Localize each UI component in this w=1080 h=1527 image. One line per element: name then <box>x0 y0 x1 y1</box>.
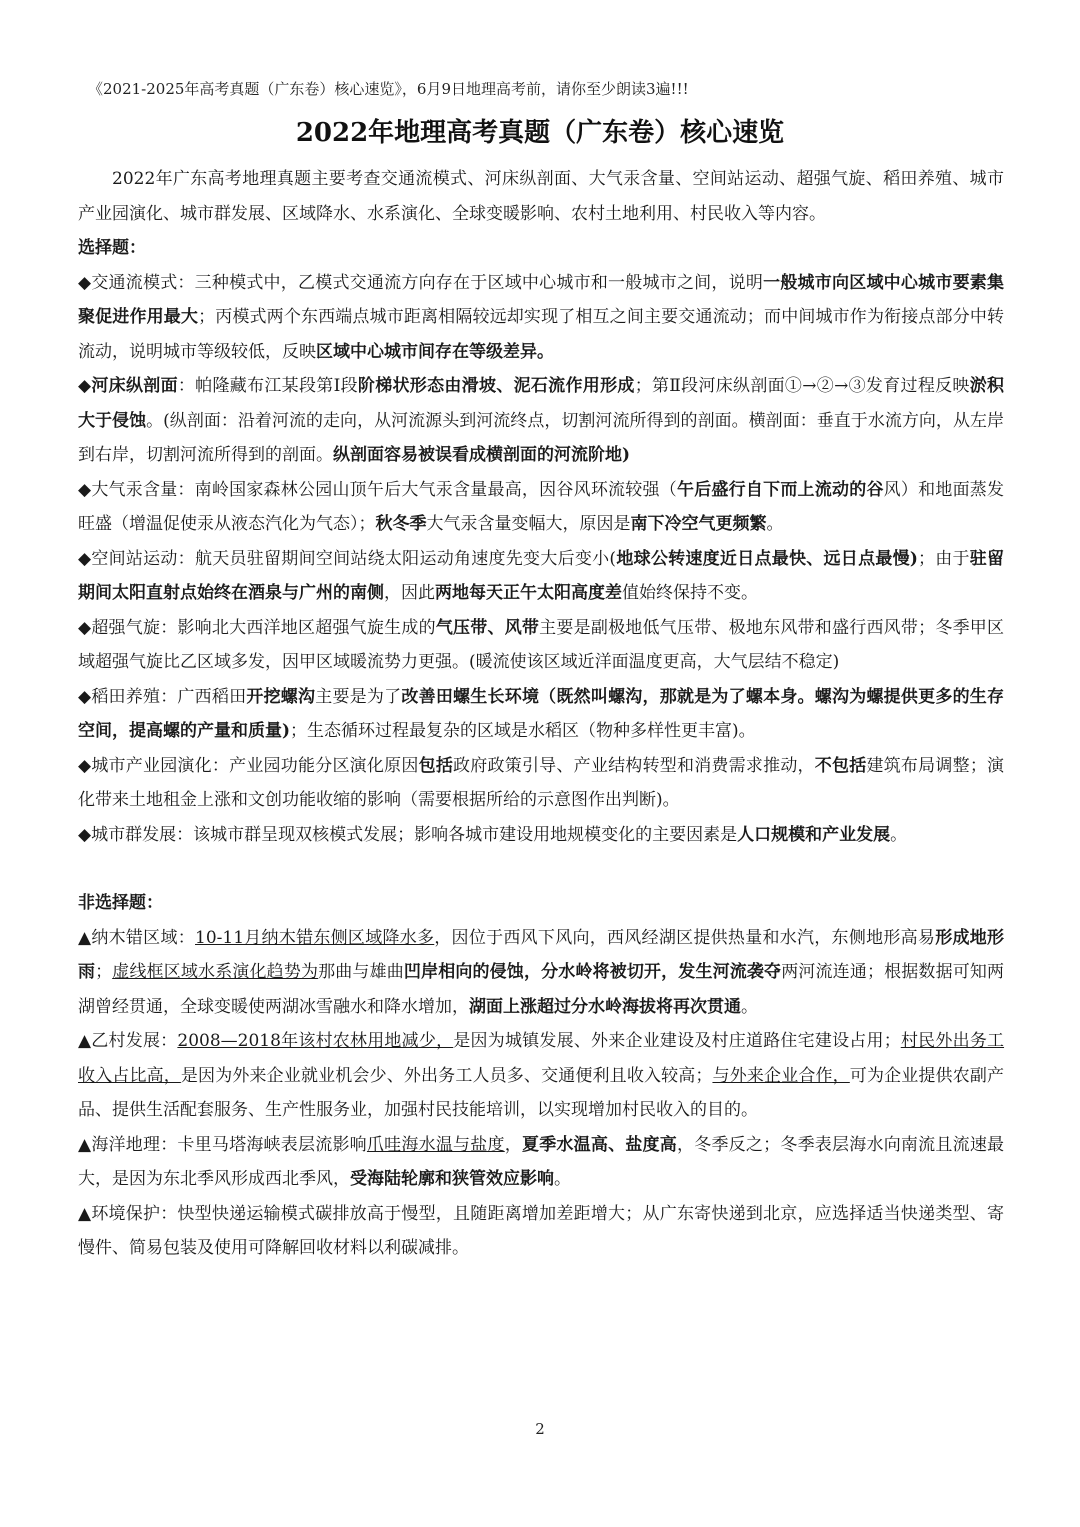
item-text: 。 <box>766 514 784 534</box>
bold-text: 气压带、风带 <box>435 617 540 638</box>
item-text: 海洋地理：卡里马塔海峡表层流影响 <box>91 1134 367 1155</box>
item-text: 超强气旋：影响北大西洋地区超强气旋生成的 <box>91 617 436 638</box>
bold-text: 阶梯状形态由滑坡、泥石流作用形成 <box>357 376 635 396</box>
bold-text: 午后盛行自下而上流动的谷 <box>676 479 884 500</box>
underlined-text: 虚线框区域水系演化趋势为 <box>112 962 319 982</box>
bullet-marker: ◆ <box>78 272 92 293</box>
item-text: ；生态循环过程最复杂的区域是水稻区（物种多样性更丰富)。 <box>290 721 756 741</box>
bold-text: 河床纵剖面 <box>91 376 178 396</box>
bold-text: 形成地形雨 <box>78 927 1005 982</box>
choice-item <box>78 473 1004 542</box>
bold-text: 纵剖面容易被误看成横剖面的河流阶地) <box>333 445 631 465</box>
item-text: ：帕隆藏布江某段第Ⅰ段 <box>177 376 358 396</box>
item-text: 纳木错区域： <box>91 927 195 948</box>
item-text: 大气汞含量：南岭国家森林公园山顶午后大气汞含量最高，因谷风环流较强（ <box>91 479 677 500</box>
item-text: 主要是为了 <box>315 686 402 707</box>
bullet-marker: ◆ <box>78 617 92 638</box>
bold-text: 一般城市向区域中心城市要素集聚促进作用最大 <box>78 272 1005 327</box>
item-text: 。 <box>890 824 908 845</box>
bold-text: 地球公转速度近日点最快、远日点最慢) <box>616 548 918 569</box>
nonchoice-item <box>78 1197 1004 1266</box>
item-text: 。(纵剖面：沿着河流的走向，从河流源头到河流终点，切割河流所得到的剖面。横剖面：垂直于水流方向，从左岸到右岸，切割河流所得到的剖面。 <box>78 410 1004 465</box>
item-text: ； <box>95 962 113 982</box>
choice-section-heading: 选择题： <box>78 238 146 258</box>
bold-text: 湖面上涨超过分水岭海拔将再次贯通 <box>469 996 741 1017</box>
bold-text: 受海陆轮廓和狭管效应影响 <box>350 1169 554 1189</box>
nonchoice-section-heading: 非选择题： <box>78 893 163 913</box>
intro-paragraph: 2022年广东高考地理真题主要考查交通流模式、河床纵剖面、大气汞含量、空间站运动、超强气旋、稻田养殖、城市产业园演化、城市群发展、区域降水、水系演化、全球变暖影响、农村土地利用、村民收入等内容。 <box>78 169 1004 224</box>
bullet-marker: ◆ <box>78 376 92 396</box>
item-text: ，因位于西风下风向，西风经湖区提供热量和水汽，东侧地形高易 <box>434 927 936 948</box>
item-text: 环境保护：快型快递运输模式碳排放高于慢型，且随距离增加差距增大；从广东寄快递到北京，应选择适当快递类型、寄慢件、简易包装及使用可降解回收材料以利碳减排。 <box>78 1203 1005 1258</box>
item-text: 乙村发展： <box>91 1031 178 1051</box>
nonchoice-item-list <box>78 921 1004 1266</box>
nonchoice-item <box>78 921 1004 1025</box>
item-text: 交通流模式：三种模式中，乙模式交通流方向存在于区域中心城市和一般城市之间，说明 <box>91 272 764 293</box>
choice-item <box>78 680 1004 749</box>
bold-text: 包括 <box>418 755 454 776</box>
choice-item <box>78 749 1004 818</box>
underlined-text: 村民外出务工收入占比高， <box>78 1031 1005 1086</box>
bullet-marker: ▲ <box>78 1203 92 1224</box>
item-text: 可为企业提供农副产品、提供生活配套服务、生产性服务业，加强村民技能培训，以实现增加村民收入的目的。 <box>78 1065 1005 1120</box>
bullet-marker: ◆ <box>78 824 92 845</box>
bullet-marker: ◆ <box>78 755 92 776</box>
item-text: ；由于 <box>917 548 970 569</box>
item-text: ，冬季反之；冬季表层海水向南流且流速最大，是因为东北季风形成西北季风， <box>78 1134 1005 1189</box>
bullet-marker: ▲ <box>78 927 92 948</box>
item-text: ；第Ⅱ段河床纵剖面①→②→③发育过程反映 <box>634 376 970 396</box>
choice-item <box>78 369 1004 473</box>
item-text: 城市群发展：该城市群呈现双核模式发展；影响各城市建设用地规模变化的主要因素是 <box>91 824 738 845</box>
bullet-marker: ▲ <box>78 1134 92 1155</box>
choice-item-list <box>78 266 1004 853</box>
page-title: 2022年地理高考真题（广东卷）核心速览 <box>295 118 785 148</box>
bold-text: 淤积大于侵蚀 <box>78 376 1005 431</box>
bold-text: 南下冷空气更频繁 <box>630 514 767 534</box>
document-body <box>78 162 1004 1266</box>
choice-item <box>78 266 1004 370</box>
underlined-text: 爪哇海水温与盐度 <box>366 1134 505 1155</box>
bold-text: 两地每天正午太阳高度差 <box>435 583 622 603</box>
underlined-text: 2008—2018年该村农林用地减少， <box>177 1031 454 1051</box>
bold-text: 秋冬季 <box>375 514 427 534</box>
page-number: 2 <box>535 1420 545 1438</box>
item-text: 。 <box>554 1169 571 1189</box>
item-text: 稻田养殖：广西稻田 <box>91 686 247 707</box>
item-text: 。 <box>741 996 758 1017</box>
choice-item <box>78 818 1004 853</box>
item-text: 是因为城镇发展、外来企业建设及村庄道路住宅建设占用； <box>453 1031 901 1051</box>
item-text: 两河流连通；根据数据可知两湖曾经贯通，全球变暖使两湖冰雪融水和降水增加， <box>78 962 1005 1017</box>
item-text: 风）和地面蒸发旺盛（增温促使汞从液态汽化为气态）； <box>78 479 1005 534</box>
bold-text: 不包括 <box>814 755 867 776</box>
item-text: 主要是副极地低气压带、极地东风带和盛行西风带；冬季甲区域超强气旋比乙区域多发，因甲区域暖流势力更强。(暖流使该区域近洋面温度更高，大气层结不稳定) <box>78 617 1005 672</box>
item-text: 建筑布局调整；演化带来土地租金上涨和文创功能收缩的影响（需要根据所给的示意图作出判断)。 <box>78 755 1005 810</box>
choice-item <box>78 611 1004 680</box>
underlined-text: 与外来企业合作， <box>712 1065 850 1086</box>
bold-text: 人口规模和产业发展 <box>737 824 891 845</box>
choice-item <box>78 542 1004 611</box>
item-text: ，因此 <box>384 583 435 603</box>
bullet-marker: ◆ <box>78 548 92 569</box>
bold-text: 驻留期间太阳直射点始终在酒泉与广州的南侧 <box>78 548 1005 603</box>
nonchoice-item <box>78 1128 1004 1197</box>
item-text: ， <box>504 1134 522 1155</box>
bullet-marker: ◆ <box>78 686 92 707</box>
header-note: 《2021-2025年高考真题（广东卷）核心速览》，6月9日地理高考前，请你至少朗读3遍!!! <box>88 80 689 98</box>
bullet-marker: ◆ <box>78 479 92 500</box>
item-text: 值始终保持不变。 <box>622 583 758 603</box>
item-text: ；丙模式两个东西端点城市距离相隔较远却实现了相互之间主要交通流动；而中间城市作为衔接点部分中转流动，说明城市等级较低，反映 <box>78 307 1005 362</box>
item-text: 空间站运动：航天员驻留期间空间站绕太阳运动角速度先变大后变小( <box>91 548 617 569</box>
bold-text: 开挖螺沟 <box>246 686 316 707</box>
item-text: 那曲与雄曲 <box>318 962 404 982</box>
bold-text: 区域中心城市间存在等级差异。 <box>316 341 554 362</box>
underlined-text: 10-11月纳木错东侧区域降水多 <box>195 927 435 948</box>
bold-text: 改善田螺生长环境（既然叫螺沟，那就是为了螺本身。螺沟为螺提供更多的生存空间，提高螺的产量和质量) <box>78 686 1005 741</box>
bold-text: 凹岸相向的侵蚀，分水岭将被切开，发生河流袭夺 <box>403 962 782 982</box>
section-spacer <box>78 852 1004 886</box>
bold-text: 夏季水温高、盐度高 <box>521 1134 677 1155</box>
item-text: 政府政策引导、产业结构转型和消费需求推动， <box>453 755 815 776</box>
nonchoice-item <box>78 1024 1004 1128</box>
item-text: 是因为外来企业就业机会少、外出务工人员多、交通便利且收入较高； <box>180 1065 713 1086</box>
item-text: 大气汞含量变幅大，原因是 <box>426 514 631 534</box>
bullet-marker: ▲ <box>78 1031 92 1051</box>
item-text: 城市产业园演化：产业园功能分区演化原因 <box>91 755 419 776</box>
